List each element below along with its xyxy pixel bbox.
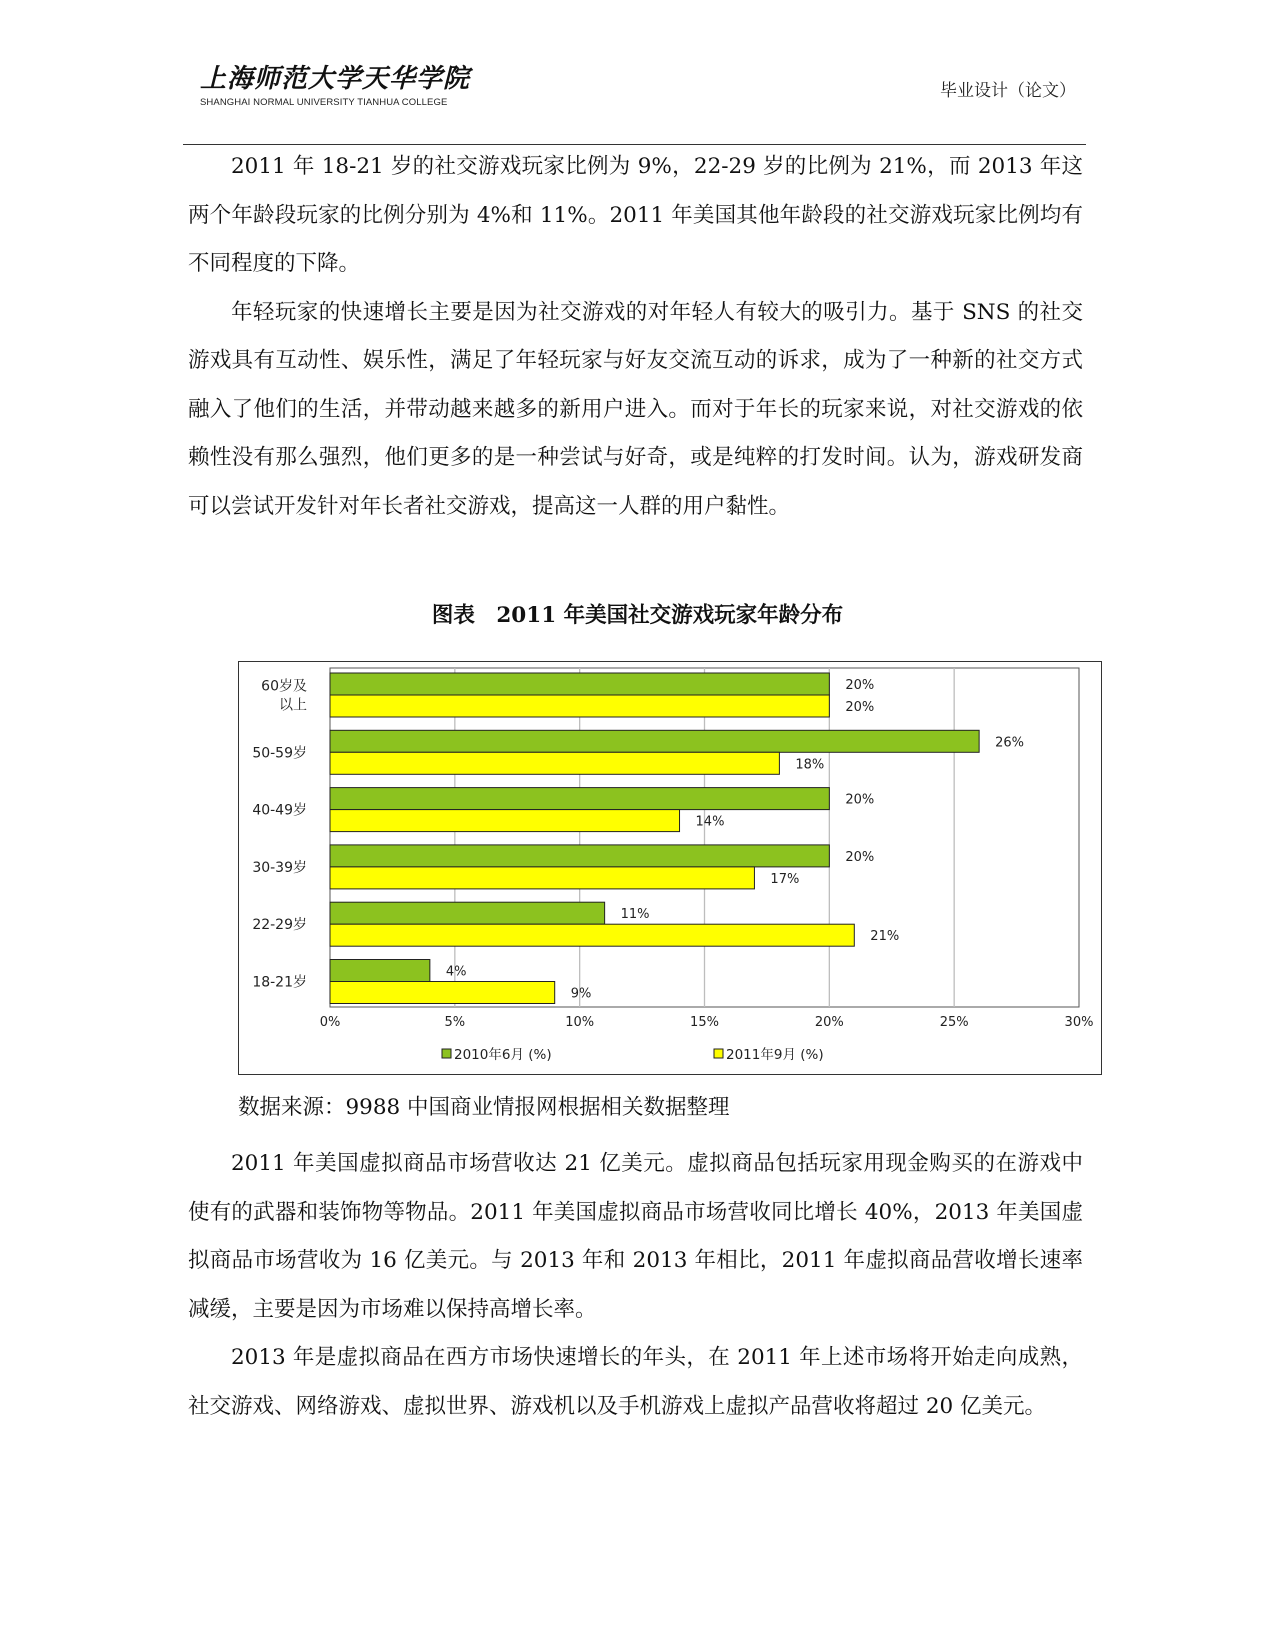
legend-label: 2011年9月 (%) bbox=[726, 1047, 824, 1063]
bar bbox=[330, 845, 829, 867]
legend-label: 2010年6月 (%) bbox=[454, 1047, 552, 1063]
legend-swatch bbox=[714, 1049, 723, 1058]
age-distribution-chart bbox=[238, 661, 1102, 1075]
category-label: 以上 bbox=[279, 697, 307, 714]
data-label: 17% bbox=[770, 871, 800, 887]
category-label: 30-39岁 bbox=[252, 859, 307, 876]
x-tick-label: 25% bbox=[939, 1015, 969, 1030]
category-label: 18-21岁 bbox=[252, 974, 307, 991]
bar bbox=[330, 982, 555, 1004]
bar bbox=[330, 673, 829, 695]
x-tick-label: 0% bbox=[319, 1015, 341, 1030]
bar bbox=[330, 752, 779, 774]
data-label: 20% bbox=[845, 792, 875, 808]
bar bbox=[330, 960, 430, 982]
category-label: 40-49岁 bbox=[252, 802, 307, 819]
category-label: 22-29岁 bbox=[252, 917, 307, 934]
bar bbox=[330, 730, 979, 752]
x-tick-label: 15% bbox=[690, 1015, 719, 1030]
data-label: 11% bbox=[620, 907, 650, 923]
x-tick-label: 10% bbox=[565, 1015, 595, 1030]
data-label: 21% bbox=[870, 929, 900, 945]
figure-title: 图表 2011 年美国社交游戏玩家年龄分布 bbox=[431, 603, 844, 628]
x-tick-label: 30% bbox=[1064, 1015, 1094, 1030]
document-type-label: 毕业设计（论文） bbox=[940, 81, 1076, 101]
category-label: 50-59岁 bbox=[252, 745, 307, 762]
bar bbox=[330, 788, 829, 810]
data-label: 26% bbox=[995, 735, 1025, 751]
logo-english-name: SHANGHAI NORMAL UNIVERSITY TIANHUA COLLEGE bbox=[200, 97, 448, 108]
bar bbox=[330, 867, 754, 889]
bar bbox=[330, 924, 854, 946]
bar bbox=[330, 695, 829, 717]
data-label: 20% bbox=[845, 678, 875, 693]
data-label: 14% bbox=[695, 814, 725, 830]
college-logo bbox=[200, 58, 470, 108]
body-text-bottom bbox=[188, 1140, 1083, 1431]
data-label: 9% bbox=[570, 986, 592, 1002]
paragraph: 2011 年 18-21 岁的社交游戏玩家比例为 9%，22-29 岁的比例为 21%，而 2013 年这两个年龄段玩家的比例分别为 4%和 11%。2011 年美国其他年龄段的社交游戏玩家比例均有不同程度的下降。 bbox=[188, 154, 1083, 276]
x-tick-label: 5% bbox=[444, 1015, 466, 1030]
logo-chinese-name: 上海师范大学天华学院 bbox=[200, 64, 471, 94]
bar bbox=[330, 810, 680, 832]
legend-swatch bbox=[442, 1049, 451, 1058]
chart-svg bbox=[239, 662, 1103, 1076]
data-label: 4% bbox=[445, 964, 467, 980]
category-label: 60岁及 bbox=[261, 678, 307, 695]
x-tick-label: 20% bbox=[814, 1015, 844, 1030]
paragraph: 2011 年美国虚拟商品市场营收达 21 亿美元。虚拟商品包括玩家用现金购买的在游戏中使有的武器和装饰物等物品。2011 年美国虚拟商品市场营收同比增长 40%，2013 年美国虚拟商品市场营收为 16 亿美元。与 2013 年和 2013 年相比，2011 年虚拟商品营收增长速率减缓，主要是因为市场难以保持高增长率。 bbox=[188, 1151, 1083, 1322]
data-source-note: 数据来源：9988 中国商业情报网根据相关数据整理 bbox=[238, 1095, 730, 1120]
paragraph: 年轻玩家的快速增长主要是因为社交游戏的对年轻人有较大的吸引力。基于 SNS 的社交游戏具有互动性、娱乐性，满足了年轻玩家与好友交流互动的诉求，成为了一种新的社交方式融入了他们的生活，并带动越来越多的新用户进入。而对于年长的玩家来说，对社交游戏的依赖性没有那么强烈，他们更多的是一种尝试与好奇，或是纯粹的打发时间。认为，游戏研发商可以尝试开发针对年长者社交游戏，提高这一人群的用户黏性。 bbox=[188, 299, 1083, 519]
paragraph: 2013 年是虚拟商品在西方市场快速增长的年头，在 2011 年上述市场将开始走向成熟，社交游戏、网络游戏、虚拟世界、游戏机以及手机游戏上虚拟产品营收将超过 20 亿美元。 bbox=[188, 1345, 1083, 1419]
body-text-top bbox=[188, 143, 1083, 531]
data-label: 20% bbox=[845, 700, 875, 715]
data-label: 18% bbox=[795, 757, 825, 773]
data-label: 20% bbox=[845, 849, 875, 865]
bar bbox=[330, 902, 605, 924]
